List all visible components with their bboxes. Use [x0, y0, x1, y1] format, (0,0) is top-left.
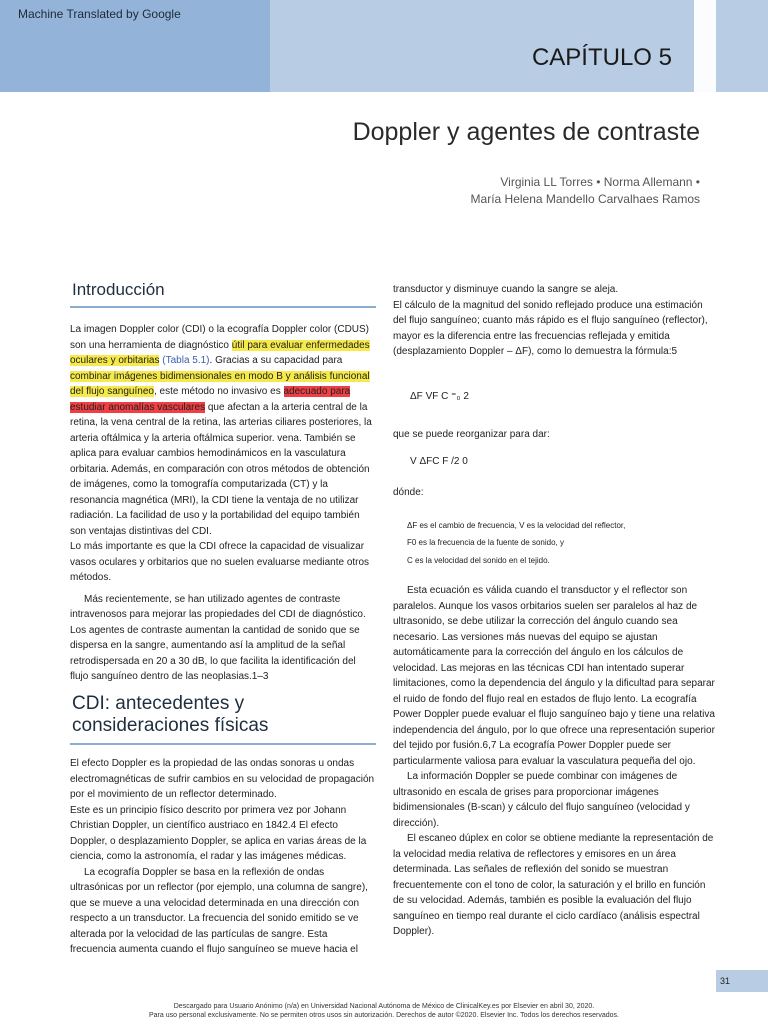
definition-3: C es la velocidad del sonido en el tejido. [407, 556, 550, 565]
intro-heading: Introducción [72, 280, 165, 299]
highlight-1: útil para evaluar enfermedades oculares y orbitarias [70, 339, 370, 366]
right-paragraph-7: El escaneo dúplex en color se obtiene mediante la representación de la velocidad media relativa de reflectores y emisores en un área determinada. Las señales de reflexión del sonido se muestran frecuentemente con el tono de color, la saturación y el brillo en función de su velocidad. Además, también es posible la evaluación del flujo sanguíneo en tiempo real durante el ciclo cardíaco (análisis espectral Doppler). [393, 833, 714, 937]
where-label: dónde: [393, 487, 424, 498]
authors-line-2: María Helena Mandello Carvalhaes Ramos [470, 192, 700, 206]
table-5-1-link[interactable]: (Tabla 5.1) [162, 355, 210, 366]
footer-line-2: Para uso personal exclusivamente. No se permiten otros usos sin autorización. Derechos de autor ©2020. Elsevier Inc. Todos los derechos reservados. [149, 1012, 619, 1019]
page-number: 31 [720, 976, 731, 986]
right-paragraph-6: La información Doppler se puede combinar con imágenes de ultrasonido en escala de grises para proporcionar imágenes bidimensionales (B-scan) y cálculo del flujo sanguíneo (velocidad y dirección). [393, 771, 690, 829]
cdi-rule [70, 743, 376, 745]
cdi-paragraph-3: La ecografía Doppler se basa en la reflexión de ondas ultrasónicas por un reflector (por ejemplo, una columna de sangre), que se mueve a una velocidad determinada en una dirección con respecto a un transductor. La frecuencia del sonido emitido se ve alterada por la velocidad de las partículas de sangre. Esta frecuencia aumenta cuando el flujo sanguíneo se mueve hacia el [70, 866, 368, 955]
highlight-3: adecuado para estudiar anomalías vasculares [70, 386, 351, 413]
formula-1: ΔF VF C ⁼₀ 2 [410, 391, 469, 402]
right-paragraph-5: Esta ecuación es válida cuando el transductor y el reflector son paralelos. Aunque los vasos orbitarios suelen ser paralelos al haz de ultrasonido, se debe utilizar la corrección del ángulo cuando sea necesario. Las versiones más nuevas del equipo se ajustan automáticamente para la corrección del ángulo en los cálculos de velocidad. Las mejoras en las técnicas CDI han intentado superar limitaciones, como la dependencia del ángulo y la dificultad para separar el ruido de fondo del flujo real en estados de flujo lento. La ecografía Power Doppler puede evaluar el flujo sanguíneo bajo y tiene una relativa independencia del ángulo, por lo que ofrece una representación superior del tejido por fusión.6,7 La ecografía Power Doppler puede ser particularmente valiosa para evaluar la vasculatura pequeña del ojo. [393, 585, 715, 767]
authors [360, 174, 700, 208]
machine-translated-label: Machine Translated by Google [18, 7, 181, 21]
cdi-heading: CDI: antecedentes y consideraciones físicas [72, 693, 269, 736]
right-paragraph-2: El cálculo de la magnitud del sonido reflejado produce una estimación del flujo sanguíneo; cuanto más rápido es el flujo sanguíneo (reflector), mayor es la diferencia entre las frecuencias reflejada y emitida (desplazamiento Doppler – ΔF), como lo demuestra la fórmula:5 [393, 299, 708, 357]
highlight-2: combinar imágenes bidimensionales en modo B y análisis funcional del flujo sanguíneo [70, 370, 370, 397]
cdi-paragraph-2: Este es un principio físico descrito por primera vez por Johann Christian Doppler, un científico austriaco en 1842.4 El efecto Doppler, o desplazamiento Doppler, se aplica en varias áreas de la ciencia, como la astronomía, el radar y las imágenes médicas. [70, 804, 367, 862]
right-column-top [393, 282, 715, 360]
footer [0, 1002, 768, 1020]
definition-1: ΔF es el cambio de frecuencia, V es la velocidad del reflector, [407, 521, 626, 530]
right-column-bottom [393, 583, 715, 940]
authors-line-1: Virginia LL Torres • Norma Allemann • [500, 175, 700, 189]
cdi-paragraph-1: El efecto Doppler es la propiedad de las ondas sonoras u ondas electromagnéticas de sufrir cambios en su velocidad de propagación por el movimiento de un reflector determinado. [70, 758, 375, 800]
header-divider [694, 0, 716, 92]
right-paragraph-3: que se puede reorganizar para dar: [393, 429, 550, 440]
page-title: Doppler y agentes de contraste [352, 118, 700, 146]
left-column-cdi [70, 756, 376, 958]
intro-rule [70, 306, 376, 308]
intro-paragraph-3: Más recientemente, se han utilizado agentes de contraste intravenosos para mejorar las propiedades del CDI de diagnóstico. Los agentes de contraste aumentan la cantidad de sonido que se dispersa en la sangre, aumentando así la amplitud de la señal retrodispersada en 20 a 30 dB, lo que facilita la identificación del flujo sanguíneo dentro de las neoplasias.1–3 [70, 593, 366, 682]
left-column-intro [70, 322, 376, 685]
intro-paragraph-2: Lo más importante es que la CDI ofrece la capacidad de visualizar vasos oculares y orbitarios que no suelen evaluarse mediante otros métodos. [70, 541, 370, 583]
definition-2: F0 es la frecuencia de la fuente de sonido, y [407, 538, 564, 547]
right-paragraph-1: transductor y disminuye cuando la sangre se aleja. [393, 284, 619, 295]
intro-paragraph-1: La imagen Doppler color (CDI) o la ecografía Doppler color (CDUS) son una herramienta de diagnóstico útil para evaluar enfermedades oculares y orbitarias (Tabla 5.1). Gracias a su capacidad para combinar imágenes bidimensionales en modo B y análisis funcional del flujo sanguíneo, este método no invasivo es adecuado para estudiar anomalías vasculares que afectan a la arteria central de la retina, la vena central de la retina, las arterias ciliares posteriores, la arteria oftálmica y la arteria oftálmica superior. vena. También se aplica para evaluar cambios hemodinámicos en la vasculatura orbitaria. Además, en comparación con otros métodos de obtención de imágenes, como la tomografía computarizada (CT) y la resonancia magnética (MRI), la CDI tiene la ventaja de no utilizar radiación. La facilidad de uso y la portabilidad del equipo también son ventajas distintivas del CDI. [70, 324, 372, 537]
footer-line-1: Descargado para Usuario Anónimo (n/a) en Universidad Nacional Autónoma de México de ClinicalKey.es por Elsevier en abril 30, 2020. [173, 1003, 595, 1010]
formula-2: V ΔFC F /2 0 [410, 456, 468, 467]
chapter-label: CAPÍTULO 5 [531, 44, 672, 71]
